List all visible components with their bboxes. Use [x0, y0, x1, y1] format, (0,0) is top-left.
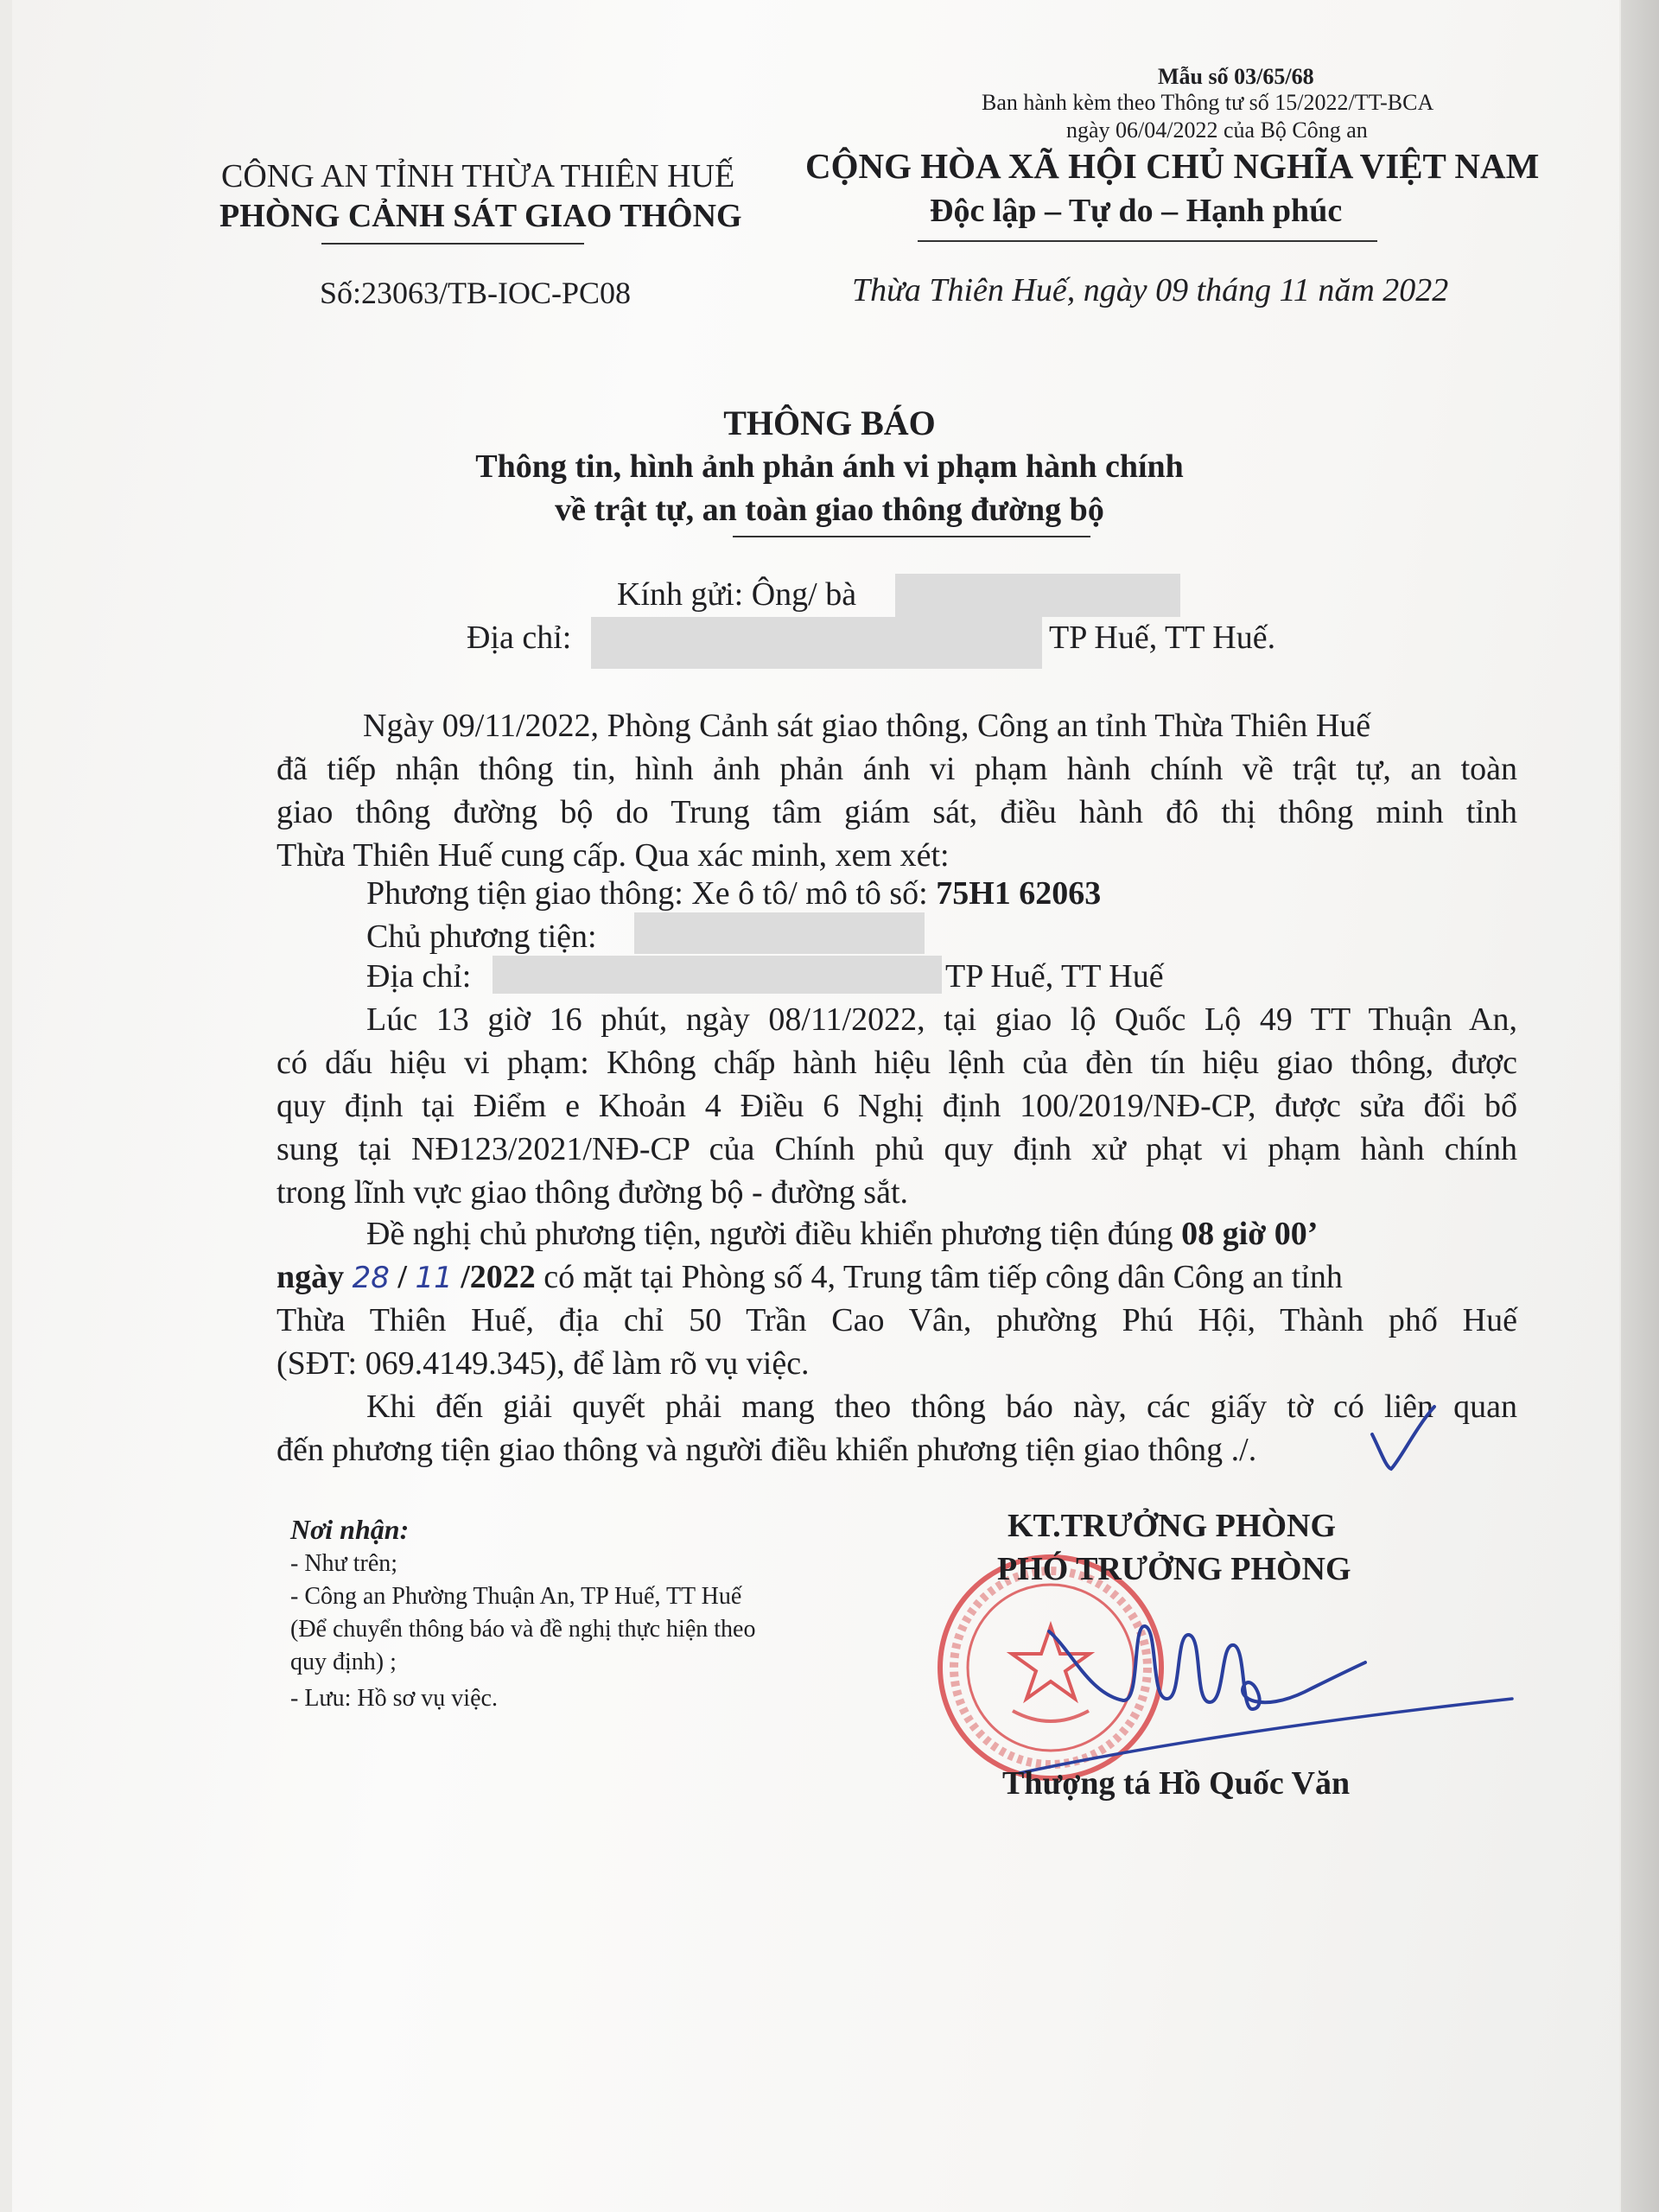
body-p1-line3: giao thông đường bộ do Trung tâm giám sát, điều hành đô thị thông minh tỉnh — [276, 794, 1517, 830]
body-p4-line2: đến phương tiện giao thông và người điều khiển phương tiện giao thông ./. — [276, 1432, 1257, 1468]
recipient-item: - Lưu: Hồ sơ vụ việc. — [290, 1685, 498, 1712]
vehicle-line — [366, 874, 1101, 912]
body-p1-line1: Ngày 09/11/2022, Phòng Cảnh sát giao thông, Công an tỉnh Thừa Thiên Huế — [363, 708, 1371, 744]
redacted-owner-name — [634, 912, 925, 954]
handwritten-check-mark — [1365, 1400, 1443, 1478]
redacted-owner-address — [493, 956, 942, 994]
date-separator: / — [397, 1259, 407, 1295]
agency-underline — [321, 243, 584, 245]
place-date: Thừa Thiên Huế, ngày 09 tháng 11 năm 2022 — [852, 272, 1449, 308]
document-subtitle-2: về trật tự, an toàn giao thông đường bộ — [555, 492, 1104, 528]
redacted-recipient-address — [591, 617, 1042, 669]
document-number: Số:23063/TB-IOC-PC08 — [320, 276, 632, 310]
handwritten-signature — [994, 1590, 1529, 1789]
body-p2-line3: quy định tại Điểm e Khoản 4 Điều 6 Nghị định 100/2019/NĐ-CP, được sửa đổi bổ — [276, 1088, 1517, 1124]
nation-motto: Độc lập – Tự do – Hạnh phúc — [930, 193, 1343, 229]
recipient-item: - Như trên; — [290, 1550, 398, 1577]
body-p4-line1: Khi đến giải quyết phải mang theo thông báo này, các giấy tờ có liên quan — [366, 1389, 1517, 1425]
form-number: Mẫu số 03/65/68 — [1158, 64, 1314, 89]
appointment-time: 08 giờ 00’ — [1181, 1216, 1319, 1252]
body-p3-line2 — [276, 1258, 1343, 1296]
body-p3-text: Đề nghị chủ phương tiện, người điều khiển phương tiện đúng — [366, 1216, 1173, 1252]
recipient-address-label: Địa chỉ: — [467, 620, 572, 656]
recipient-item: quy định) ; — [290, 1649, 397, 1675]
body-p2-line1: Lúc 13 giờ 16 phút, ngày 08/11/2022, tại giao lộ Quốc Lộ 49 TT Thuận An, — [366, 1001, 1517, 1038]
owner-address-city: TP Huế, TT Huế — [945, 958, 1164, 995]
body-p3-line4: (SĐT: 069.4149.345), để làm rõ vụ việc. — [276, 1345, 810, 1382]
signer-name: Thượng tá Hồ Quốc Văn — [1002, 1765, 1351, 1802]
body-p1-line2: đã tiếp nhận thông tin, hình ảnh phản ánh vi phạm hành chính về trật tự, an toàn — [276, 751, 1517, 787]
document-subtitle-1: Thông tin, hình ảnh phản ánh vi phạm hành chính — [475, 448, 1184, 485]
recipient-item: - Công an Phường Thuận An, TP Huế, TT Huế — [290, 1583, 742, 1610]
signature-title-2: PHÓ TRƯỞNG PHÒNG — [997, 1551, 1351, 1587]
body-p3-line3: Thừa Thiên Huế, địa chỉ 50 Trần Cao Vân, phường Phú Hội, Thành phố Huế — [276, 1302, 1517, 1338]
page-edge-shadow — [1621, 0, 1659, 2212]
handwritten-day: 28 — [352, 1261, 390, 1295]
form-issued-by: Ban hành kèm theo Thông tư số 15/2022/TT-BCA — [982, 90, 1434, 115]
owner-address-label: Địa chỉ: — [366, 958, 472, 995]
license-plate: 75H1 62063 — [936, 875, 1102, 912]
recipients-title: Nơi nhận: — [290, 1514, 410, 1545]
recipient-address-city: TP Huế, TT Huế. — [1049, 620, 1276, 656]
body-p3-line1 — [366, 1215, 1318, 1253]
recipient-label: Kính gửi: Ông/ bà — [617, 576, 857, 613]
body-p1-line4: Thừa Thiên Huế cung cấp. Qua xác minh, xem xét: — [276, 837, 950, 874]
recipient-item: (Để chuyển thông báo và đề nghị thực hiện theo — [290, 1616, 756, 1643]
body-p3-line2-rest: có mặt tại Phòng số 4, Trung tâm tiếp công dân Công an tỉnh — [543, 1259, 1343, 1295]
owner-label: Chủ phương tiện: — [366, 918, 597, 955]
agency-name: PHÒNG CẢNH SÁT GIAO THÔNG — [219, 198, 742, 234]
body-p2-line5: trong lĩnh vực giao thông đường bộ - đường sắt. — [276, 1174, 909, 1211]
signature-title-1: KT.TRƯỞNG PHÒNG — [1007, 1508, 1336, 1544]
body-p2-line2: có dấu hiệu vi phạm: Không chấp hành hiệu lệnh của đèn tín hiệu giao thông, được — [276, 1045, 1517, 1081]
body-p2-line4: sung tại NĐ123/2021/NĐ-CP của Chính phủ quy định xử phạt vi phạm hành chính — [276, 1131, 1517, 1167]
vehicle-label: Phương tiện giao thông: Xe ô tô/ mô tô số: — [366, 875, 928, 912]
appointment-day-label: ngày — [276, 1259, 345, 1295]
redacted-recipient-name — [895, 574, 1180, 617]
nation-name: CỘNG HÒA XÃ HỘI CHỦ NGHĨA VIỆT NAM — [805, 146, 1540, 186]
title-underline — [733, 536, 1090, 537]
form-issued-date: ngày 06/04/2022 của Bộ Công an — [1066, 118, 1368, 143]
nation-underline — [918, 240, 1377, 242]
appointment-year: /2022 — [461, 1259, 536, 1295]
document-title: THÔNG BÁO — [723, 404, 936, 442]
handwritten-month: 11 — [415, 1261, 453, 1295]
agency-parent: CÔNG AN TỈNH THỪA THIÊN HUẾ — [221, 158, 735, 194]
